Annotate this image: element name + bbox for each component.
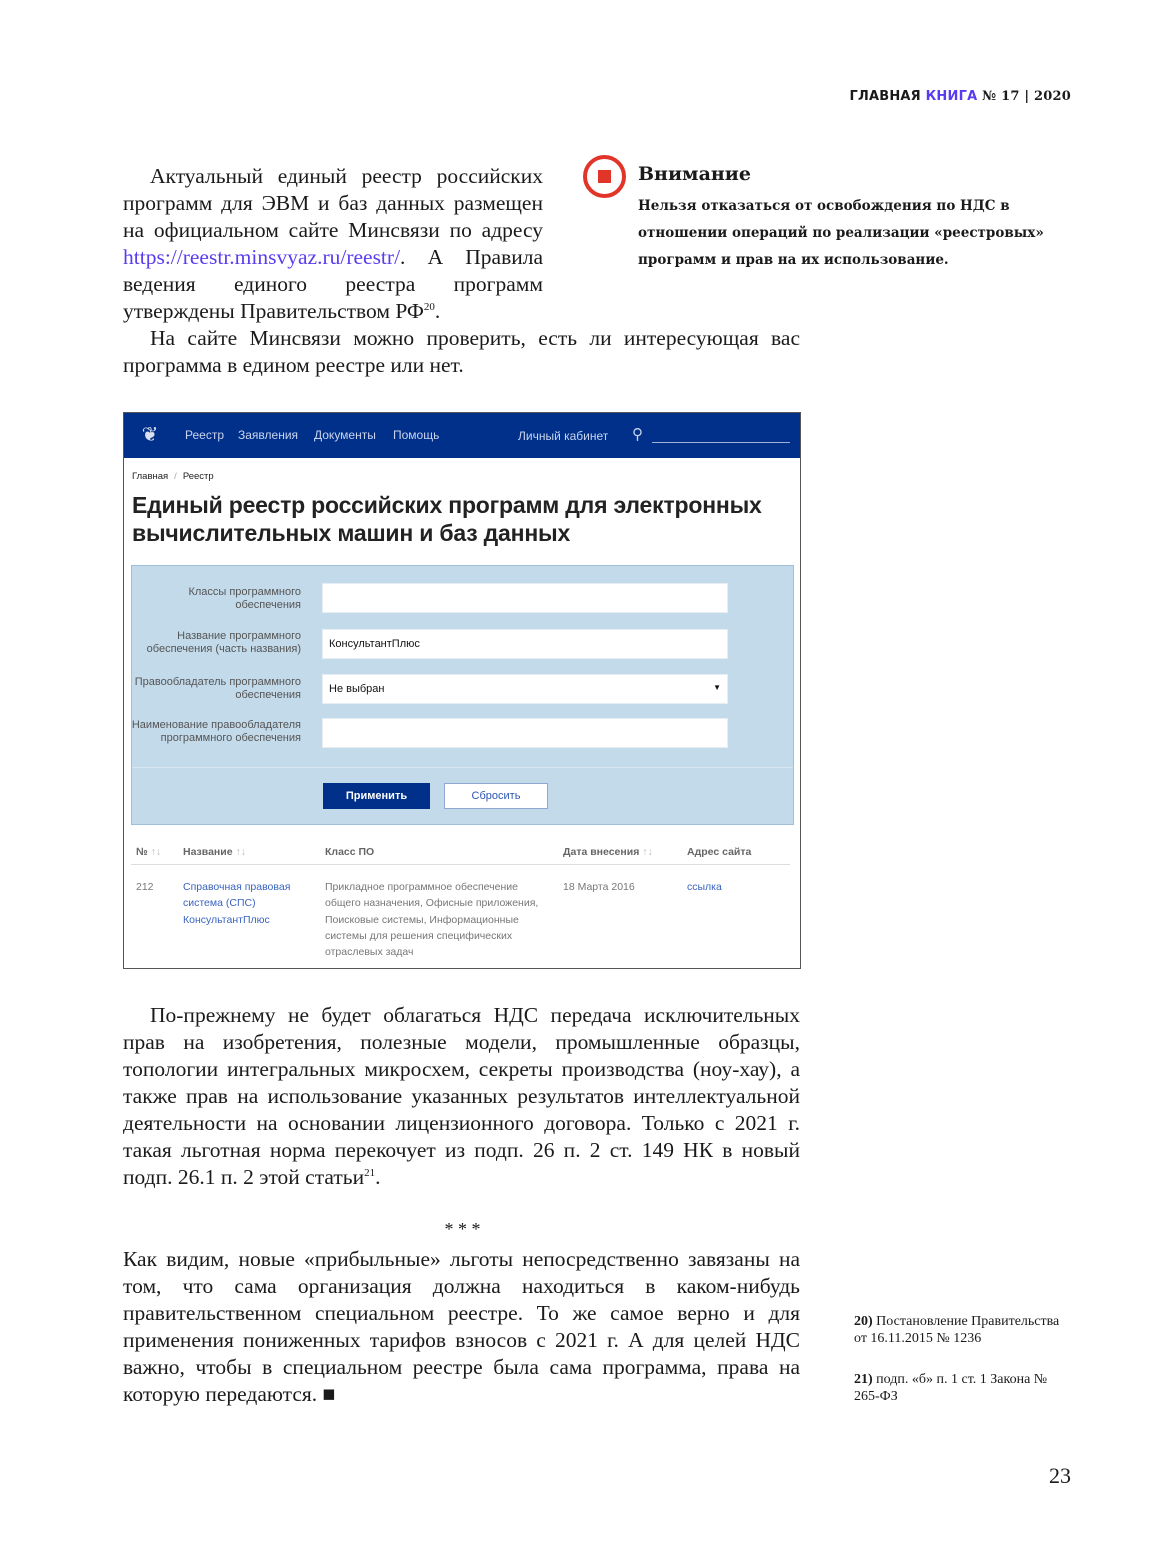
apply-button[interactable]: Применить: [323, 783, 430, 809]
paragraph-4: [123, 1246, 800, 1408]
issue-number: № 17 | 2020: [982, 89, 1071, 104]
warning-text: Нельзя отказаться от освобождения по НДС в отношении операций по реализации «реестровых» программ и прав на их использование.: [638, 198, 1044, 268]
divider: [132, 767, 793, 768]
text: .: [434, 299, 441, 323]
brand-main: ГЛАВНАЯ: [849, 89, 921, 104]
label-name: Название программного обеспечения (часть названия): [146, 630, 301, 655]
cell-name-link[interactable]: Справочная правовая система (СПС) КонсультантПлюс: [183, 881, 291, 926]
site-navbar: [124, 413, 800, 458]
page-title: Единый реестр российских программ для электронных вычислительных машин и баз данных: [132, 492, 762, 546]
dropdown-caret-icon: ▼: [713, 683, 721, 692]
table-divider: [131, 864, 790, 865]
footnote-ref: 21: [364, 1166, 376, 1179]
breadcrumb-separator: /: [174, 471, 177, 482]
nav-registry[interactable]: Реестр: [185, 428, 224, 442]
col-date[interactable]: [563, 846, 653, 858]
text: Как видим, новые «прибыльные» льготы непосредственно завязаны на том, что сама организация должна находиться в каком-нибудь правительственном специальном реестре. То же самое верно и для применения пониженных тарифов взносов с 2021 г. А для целей НДС важно, чтобы в специальном реестре была сама программа, права на которую передаются.: [123, 1247, 800, 1406]
brand-kniga: КНИГА: [925, 89, 978, 104]
nav-cabinet[interactable]: Личный кабинет: [518, 429, 609, 443]
breadcrumb-registry[interactable]: Реестр: [182, 471, 214, 482]
breadcrumb-home[interactable]: Главная: [132, 471, 169, 482]
coat-of-arms-icon: ❦: [141, 424, 159, 446]
nav-help[interactable]: Помощь: [393, 428, 440, 442]
text: . А Правила ведения единого реестра программ утверждены Правительством РФ: [123, 245, 543, 323]
header-label: №: [136, 846, 148, 858]
text: По-прежнему не будет облагаться НДС передача исключительных прав на изобретения, полезные модели, промышленные образцы, топологии интегральных микросхем, секреты производства (ноу-хау), а также прав на использование указанных результатов интеллектуальной деятельности на основании лицензионного договора. Только с 2021 г. такая льготная норма перекочует из подп. 26 п. 2 ст. 149 НК в новый подп. 26.1 п. 2 этой статьи: [123, 1003, 800, 1189]
cell-number: 212: [136, 881, 154, 893]
sort-icon[interactable]: ↑↓: [642, 846, 653, 858]
header-label: Дата внесения: [563, 846, 640, 858]
footnote-number: 20): [854, 1314, 873, 1329]
nav-documents[interactable]: Документы: [314, 428, 376, 442]
page-number: 23: [1049, 1463, 1071, 1488]
running-header: [849, 89, 1071, 104]
footnote-text: подп. «б» п. 1 ст. 1 Закона № 265-ФЗ: [854, 1372, 1048, 1404]
label-classes: Классы программного обеспечения: [188, 586, 301, 611]
footnote-text: Постановление Правительства от 16.11.2015 № 1236: [854, 1314, 1060, 1346]
paragraph-2: На сайте Минсвязи можно проверить, есть ли интересующая вас программа в едином реестре или нет.: [123, 326, 800, 377]
cell-site-link[interactable]: ссылка: [687, 881, 722, 893]
cell-date: 18 Марта 2016: [563, 881, 635, 893]
registry-link[interactable]: https://reestr.minsvyaz.ru/reestr/: [123, 245, 401, 269]
label-owner: Правообладатель программного обеспечения: [134, 676, 301, 701]
footnote-21: [854, 1371, 1064, 1405]
col-class: Класс ПО: [325, 846, 375, 858]
classes-input[interactable]: [322, 583, 728, 613]
footnote-ref: 20: [423, 300, 435, 313]
end-mark-icon: ■: [322, 1382, 336, 1406]
header-label: Название: [183, 846, 233, 858]
breadcrumb: [132, 471, 214, 482]
warning-title: Внимание: [638, 163, 751, 185]
registry-screenshot: [123, 412, 801, 969]
search-input[interactable]: [652, 442, 790, 443]
reset-button[interactable]: Сбросить: [444, 783, 548, 809]
paragraph-3: [123, 1002, 800, 1191]
col-number[interactable]: [136, 846, 161, 858]
owner-name-input[interactable]: [322, 718, 728, 748]
sort-icon[interactable]: ↑↓: [150, 846, 162, 858]
label-owner-name: Наименование правообладателя программного обеспечения: [131, 719, 301, 744]
paragraph-1: [123, 163, 543, 325]
owner-select-value: Не выбран: [329, 683, 385, 695]
col-name[interactable]: [183, 846, 246, 858]
search-icon[interactable]: ⚲: [632, 426, 643, 443]
owner-select[interactable]: [322, 674, 728, 704]
text: .: [375, 1165, 381, 1189]
cell-class: Прикладное программное обеспечение общего назначения, Офисные приложения, Поисковые системы, Информационные системы для решения специфических отраслевых задач: [325, 881, 539, 959]
text: Актуальный единый реестр российских программ для ЭВМ и баз данных размещен на официальном сайте Минсвязи по адресу: [123, 164, 543, 242]
section-break: * * *: [444, 1219, 481, 1239]
name-input[interactable]: КонсультантПлюс: [322, 629, 728, 659]
footnote-20: [854, 1313, 1064, 1347]
col-site: Адрес сайта: [687, 846, 752, 858]
footnote-number: 21): [854, 1372, 873, 1387]
filter-form: [131, 565, 794, 825]
sort-icon[interactable]: ↑↓: [235, 846, 246, 858]
warning-stop-icon: [583, 155, 626, 198]
nav-applications[interactable]: Заявления: [238, 428, 299, 442]
